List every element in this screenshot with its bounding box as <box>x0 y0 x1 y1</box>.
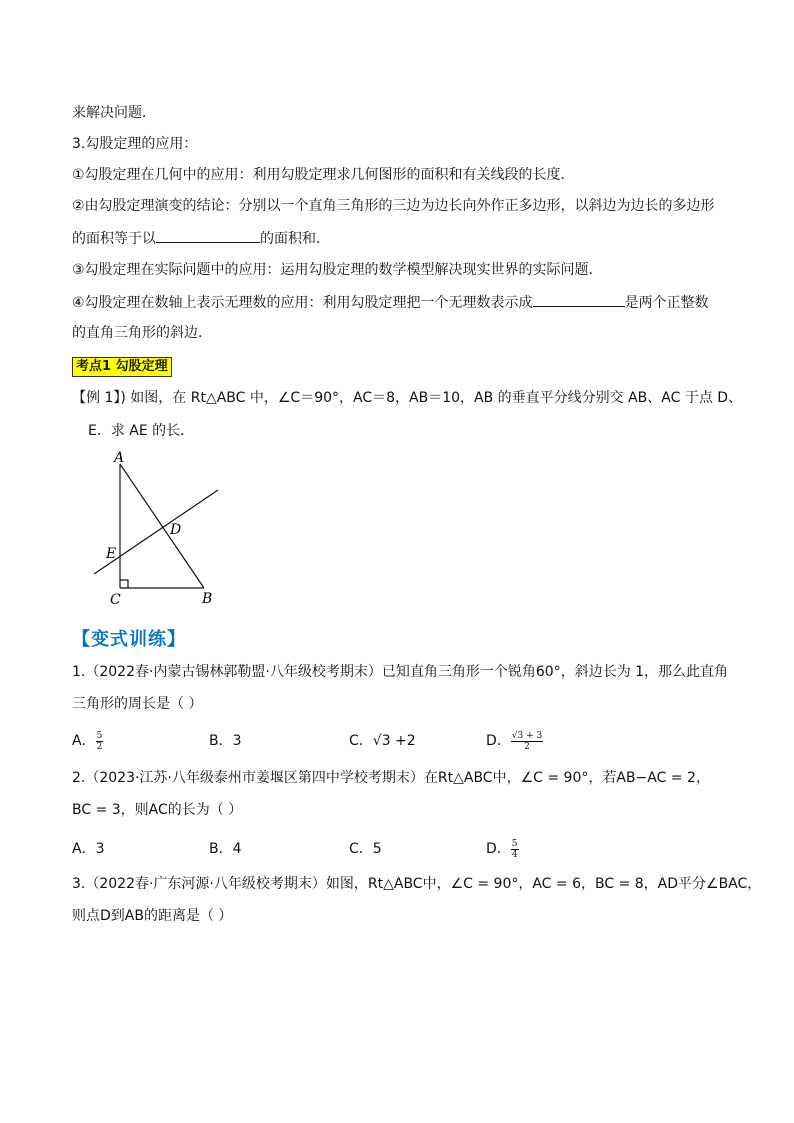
q2-line-1: 2.（2023·江苏·八年级泰州市姜堰区第四中学校考期末）在Rt△ABC中，∠C = 90°，若AB−AC = 2， <box>72 770 710 786</box>
side-ab <box>120 464 204 588</box>
intro-item-1: ①勾股定理在几何中的应用：利用勾股定理求几何图形的面积和有关线段的长度． <box>72 167 575 183</box>
label-a: A <box>114 450 125 466</box>
q2-option-d[interactable] <box>486 838 519 860</box>
kaodian-tag: 考点1 勾股定理 <box>72 357 172 377</box>
q3-line-1: 3.（2022春·广东河源·八年级校考期末）如图，Rt△ABC中，∠C = 90°，AC = 6，BC = 8，AD平分∠BAC， <box>72 876 762 892</box>
q2-option-d-den: 4 <box>511 849 518 860</box>
intro-heading: 3.勾股定理的应用： <box>72 136 198 152</box>
q1-option-a-num: 5 <box>96 730 103 741</box>
q1-option-d-frac <box>511 731 543 752</box>
q1-option-d-label: D． <box>486 733 511 749</box>
q1-option-d[interactable] <box>486 730 543 752</box>
example-line-1 <box>72 388 742 408</box>
example-text-1: ) 如图，在 Rt△ABC 中，∠C＝90°，AC＝8，AB＝10，AB 的垂直平分线分别交 AB、AC 于点 D、 <box>120 390 743 406</box>
triangle-figure <box>86 448 236 608</box>
q2-option-c[interactable]: C．5 <box>349 841 382 857</box>
q1-option-a-label: A． <box>72 733 96 749</box>
q1-line-1: 1.（2022春·内蒙古锡林郭勒盟·八年级校考期末）已知直角三角形一个锐角60°，斜边长为 1，那么此直角 <box>72 664 729 680</box>
kaodian-heading <box>72 356 172 377</box>
q1-option-d-den: 2 <box>524 741 530 752</box>
q1-option-a-den: 2 <box>96 741 103 752</box>
fill-blank-1[interactable] <box>156 228 260 243</box>
q2-option-d-num: 5 <box>511 838 518 849</box>
intro-item-2-pre: 的面积等于以 <box>72 231 156 247</box>
intro-item-4-post: 是两个正整数 <box>624 295 709 311</box>
intro-item-4 <box>72 292 709 313</box>
q1-option-a-frac <box>96 731 104 752</box>
right-angle-mark <box>120 580 128 588</box>
fill-blank-2[interactable] <box>533 292 625 307</box>
q1-option-d-num: √3 + 3 <box>511 730 543 741</box>
intro-item-2-post: 的面积和． <box>260 231 330 247</box>
intro-line-0: 来解决问题． <box>72 105 156 121</box>
section-title: 【变式训练】 <box>72 629 186 650</box>
q3-line-2: 则点D到AB的距离是（ ） <box>72 908 233 924</box>
q2-option-b[interactable]: B．4 <box>209 841 242 857</box>
intro-item-3: ③勾股定理在实际问题中的应用：运用勾股定理的数学模型解决现实世界的实际问题． <box>72 262 603 278</box>
q2-line-2: BC = 3，则AC的长为（ ） <box>72 802 243 818</box>
intro-item-2: ②由勾股定理演变的结论：分别以一个直角三角形的三边为边长向外作正多边形，以斜边为边长的多边形 <box>72 198 715 214</box>
example-label: 【例 1】 <box>72 390 121 406</box>
q1-option-c[interactable]: C．√3 +2 <box>349 733 416 749</box>
q2-option-d-label: D． <box>486 841 511 857</box>
q2-option-d-frac <box>511 839 519 860</box>
q2-option-a[interactable]: A．3 <box>72 841 105 857</box>
label-c: C <box>110 592 121 608</box>
q1-options <box>72 730 722 754</box>
q1-option-a[interactable] <box>72 730 103 752</box>
label-e: E <box>106 546 117 562</box>
label-d: D <box>170 522 182 538</box>
q1-line-2: 三角形的周长是（ ） <box>72 696 203 712</box>
intro-item-4-cont: 的直角三角形的斜边． <box>72 325 212 341</box>
intro-item-4-pre: ④勾股定理在数轴上表示无理数的应用：利用勾股定理把一个无理数表示成 <box>72 295 533 311</box>
label-b: B <box>202 591 213 607</box>
q2-options <box>72 838 722 862</box>
example-line-2: E．求 AE 的长． <box>88 423 195 439</box>
q1-option-b[interactable]: B．3 <box>209 733 242 749</box>
intro-item-2-cont <box>72 228 330 249</box>
